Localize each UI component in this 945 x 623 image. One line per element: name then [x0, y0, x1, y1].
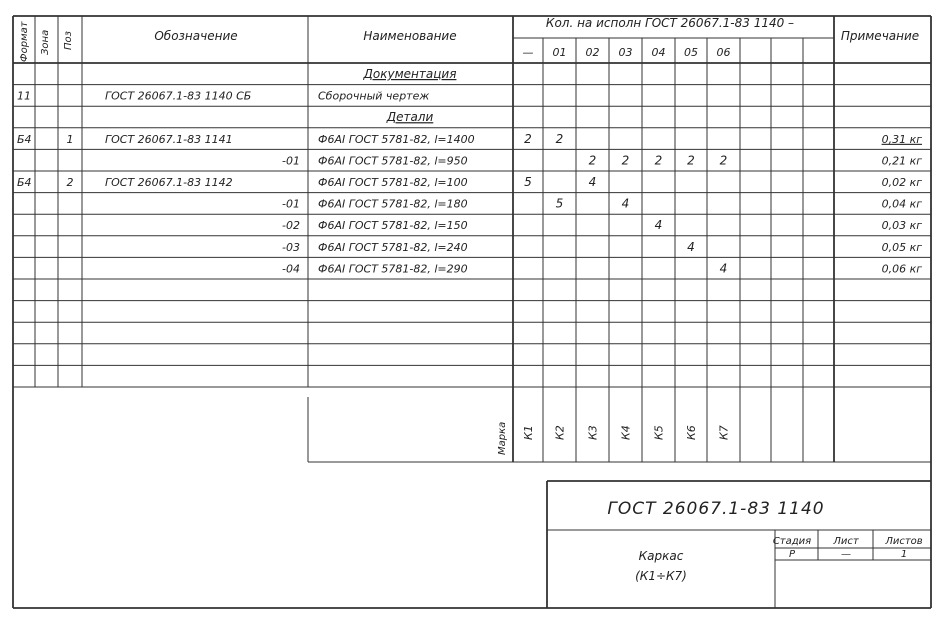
cell-note: 0,03 кг — [881, 219, 922, 233]
header-qty-title: Кол. на исполн ГОСТ 26067.1-83 1140 – — [545, 16, 795, 30]
header-name: Наименование — [363, 29, 457, 43]
header-designation: Обозначение — [154, 29, 238, 43]
cell-designation: ГОСТ 26067.1-83 1141 — [105, 132, 233, 146]
cell-designation: -04 — [282, 262, 300, 276]
table-row — [282, 218, 922, 232]
marka-value: К2 — [553, 425, 567, 440]
table-grid — [13, 16, 931, 608]
cell-qty: 2 — [588, 153, 597, 168]
cell-qty: 2 — [687, 153, 695, 168]
cell-name: Ф6AI ГОСТ 5781-82, l=100 — [318, 176, 468, 189]
marka-label: Марка — [497, 421, 508, 455]
marka-value: К1 — [522, 425, 535, 440]
table-row — [363, 67, 457, 81]
header-zone: Зона — [40, 29, 51, 55]
cell-name: Ф6AI ГОСТ 5781-82, l=150 — [318, 219, 468, 233]
cell-qty: 2 — [524, 131, 532, 146]
cell-name: Ф6AI ГОСТ 5781-82, l=950 — [318, 154, 468, 168]
variant-header: 05 — [684, 46, 698, 59]
cell-format: 11 — [17, 89, 31, 103]
cell-qty: 4 — [719, 261, 728, 276]
cell-format: Б4 — [17, 132, 32, 146]
title-name: Каркас — [638, 549, 684, 563]
header-note: Примечание — [840, 29, 920, 43]
cell-designation: -02 — [282, 219, 300, 233]
cell-name: Ф6AI ГОСТ 5781-82, l=1400 — [318, 132, 475, 146]
variant-header: — — [522, 46, 534, 59]
cell-name: Сборочный чертеж — [318, 89, 430, 103]
title-name-2: (К1÷К7) — [635, 569, 687, 583]
variant-headers — [523, 46, 731, 59]
cell-designation: ГОСТ 26067.1-83 1142 — [105, 176, 233, 189]
cell-note: 0,02 кг — [881, 176, 922, 189]
marka-value: К5 — [652, 425, 666, 440]
cell-format: Б4 — [17, 176, 32, 189]
table-row — [282, 261, 922, 275]
marka-value: К6 — [685, 425, 698, 440]
cell-designation: -03 — [282, 240, 300, 254]
cell-designation: -01 — [282, 197, 300, 211]
header-format: Формат — [19, 21, 30, 62]
cell-note: 0,06 кг — [881, 262, 922, 276]
sheets-value: 1 — [900, 549, 908, 560]
marka-value: К4 — [619, 425, 633, 440]
table-row — [17, 175, 922, 189]
table-row — [17, 132, 922, 146]
marka-value: К7 — [717, 425, 731, 440]
stage-label: Стадия — [772, 536, 812, 547]
sheet-label: Лист — [833, 536, 859, 547]
cell-note: 0,05 кг — [881, 240, 922, 254]
cell-qty: 4 — [588, 175, 597, 189]
table-row — [282, 153, 922, 167]
cell-name: Ф6AI ГОСТ 5781-82, l=290 — [318, 262, 468, 276]
variant-header: 03 — [618, 46, 633, 59]
cell-qty: 4 — [654, 218, 663, 233]
cell-qty: 5 — [555, 196, 564, 211]
stage-value: Р — [788, 549, 796, 560]
marka-values — [522, 425, 731, 440]
header-pos: Поз — [63, 31, 74, 50]
section-title: Детали — [386, 110, 434, 125]
cell-qty: 2 — [555, 131, 564, 146]
cell-qty: 5 — [524, 175, 532, 189]
cell-note: 0,21 кг — [881, 154, 922, 168]
sheets-label: Листов — [885, 536, 923, 547]
cell-pos: 2 — [66, 176, 74, 189]
variant-header: 06 — [716, 46, 731, 59]
table-row — [17, 90, 429, 103]
table-row — [386, 110, 434, 124]
cell-designation: -01 — [282, 154, 300, 168]
cell-qty: 2 — [621, 153, 630, 168]
cell-name: Ф6AI ГОСТ 5781-82, l=180 — [318, 197, 468, 211]
variant-header: 04 — [651, 46, 666, 59]
cell-note: 0,04 кг — [881, 197, 922, 211]
cell-qty: 4 — [687, 239, 695, 254]
sheet-value: — — [841, 549, 851, 560]
section-title: Документация — [363, 67, 457, 81]
variant-header: 02 — [585, 46, 600, 59]
table-row — [282, 197, 922, 211]
cell-note: 0,31 кг — [881, 132, 922, 146]
marka-value: К3 — [586, 425, 600, 440]
cell-qty: 4 — [621, 196, 630, 211]
table-row — [282, 240, 922, 254]
variant-header: 01 — [552, 46, 567, 59]
title-code: ГОСТ 26067.1-83 1140 — [607, 499, 825, 519]
cell-designation: ГОСТ 26067.1-83 1140 СБ — [105, 89, 252, 103]
cell-pos: 1 — [66, 132, 74, 146]
cell-qty: 2 — [654, 153, 663, 168]
cell-qty: 2 — [719, 153, 728, 168]
cell-name: Ф6AI ГОСТ 5781-82, l=240 — [318, 240, 468, 254]
